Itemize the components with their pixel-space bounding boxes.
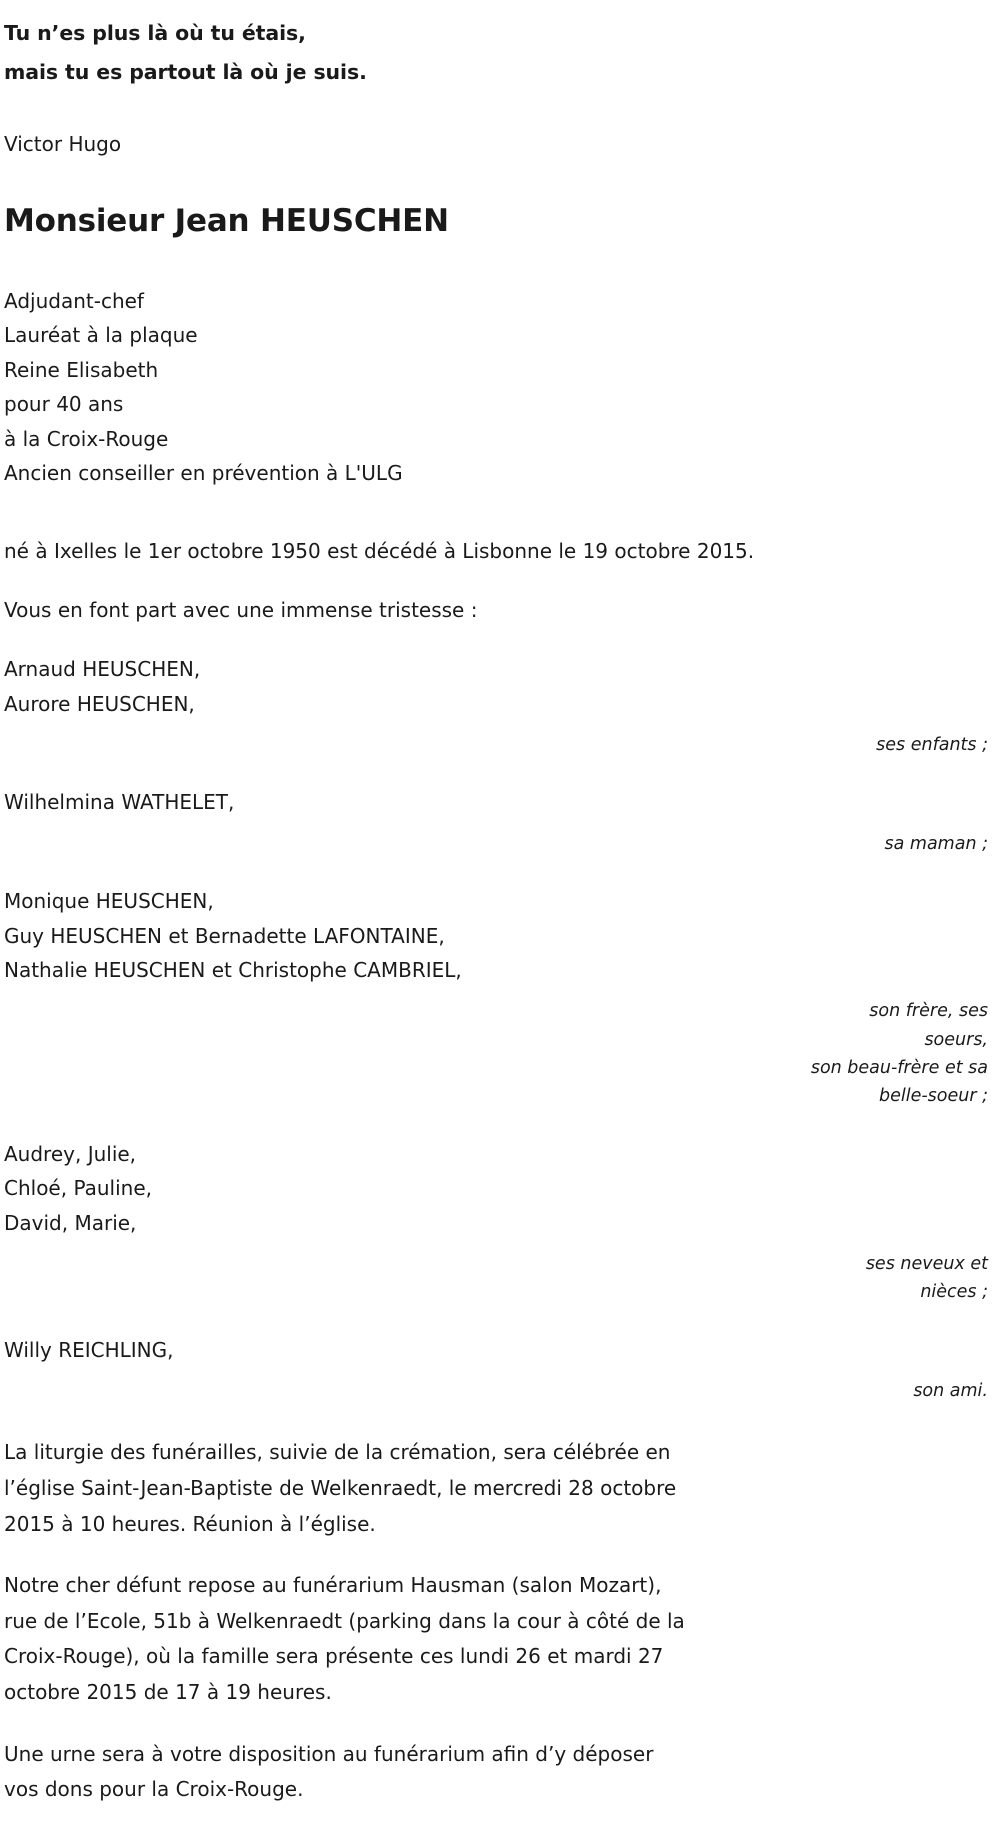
family-names (4, 652, 992, 721)
family-name-line: Audrey, Julie, (4, 1141, 137, 1166)
deceased-title-line: pour 40 ans (4, 392, 124, 417)
birth-death-line: né à Ixelles le 1er octobre 1950 est décédé à Lisbonne le 19 octobre 2015. (4, 539, 755, 564)
family-list (4, 652, 992, 1405)
relation-label-line: nièces ; (920, 1282, 988, 1303)
relation-label (658, 1377, 992, 1405)
memorial-quote-line: mais tu es partout là où je suis. (4, 60, 367, 85)
relation-label (658, 731, 992, 759)
family-names (4, 884, 992, 987)
family-name-line: Nathalie HEUSCHEN et Christophe CAMBRIEL, (4, 958, 462, 982)
family-name-line: Wilhelmina WATHELET, (4, 790, 235, 815)
relation-label-line: ses enfants ; (876, 735, 988, 756)
family-name-line: Aurore HEUSCHEN, (4, 691, 195, 716)
family-name-line: Chloé, Pauline, (4, 1176, 152, 1201)
announcement-line: Vous en font part avec une immense tristesse : (4, 598, 478, 623)
closing-paragraphs (4, 1435, 992, 1807)
deceased-title-line: Ancien conseiller en prévention à L'ULG (4, 460, 403, 485)
family-group (4, 1137, 992, 1307)
deceased-titles (4, 284, 992, 490)
relation-label-line: son beau-frère et sa (810, 1058, 988, 1079)
family-name-line: Guy HEUSCHEN et Bernadette LAFONTAINE, (4, 923, 445, 948)
funeral-service-paragraph: La liturgie des funérailles, suivie de la crémation, sera célébrée en l’église Saint-Jean-Baptiste de Welkenraedt, le mercredi 28 octobre 2015 à 10 heures. Réunion à l’église. (4, 1440, 677, 1536)
deceased-title-line: à la Croix-Rouge (4, 426, 169, 451)
relation-label (658, 1250, 992, 1307)
relation-label (658, 830, 992, 858)
family-group (4, 785, 992, 858)
family-name-line: Monique HEUSCHEN, (4, 889, 214, 914)
relation-label (658, 997, 992, 1110)
family-group (4, 884, 992, 1111)
deceased-title-line: Reine Elisabeth (4, 357, 159, 382)
deceased-title-line: Lauréat à la plaque (4, 323, 198, 348)
relation-label-line: ses neveux et (865, 1253, 988, 1274)
relation-label-line: son ami. (913, 1381, 988, 1402)
relation-label-line: soeurs, (924, 1029, 988, 1050)
quote-attribution: Victor Hugo (4, 131, 122, 156)
relation-label-line: sa maman ; (884, 833, 988, 854)
family-group (4, 1333, 992, 1406)
deceased-title-line: Adjudant-chef (4, 289, 144, 314)
deceased-name: Monsieur Jean HEUSCHEN (4, 202, 449, 239)
family-names (4, 1137, 992, 1240)
relation-label-line: belle-soeur ; (878, 1086, 988, 1107)
relation-label-line: son frère, ses (869, 1001, 988, 1022)
family-group (4, 652, 992, 759)
memorial-quote (4, 14, 992, 93)
family-names (4, 1333, 992, 1367)
family-name-line: Arnaud HEUSCHEN, (4, 657, 201, 682)
family-names (4, 785, 992, 819)
visitation-paragraph: Notre cher défunt repose au funérarium Hausman (salon Mozart), rue de l’Ecole, 51b à Welkenraedt (parking dans la cour à côté de la Croix-Rouge), où la famille sera présente ces lundi 26 et mardi 27 octobre 2015 de 17 à 19 heures. (4, 1573, 685, 1704)
memorial-quote-line: Tu n’es plus là où tu étais, (4, 21, 306, 45)
family-name-line: Willy REICHLING, (4, 1337, 174, 1362)
donation-paragraph: Une urne sera à votre disposition au funérarium afin d’y déposer vos dons pour la Croix-Rouge. (4, 1741, 654, 1802)
family-name-line: David, Marie, (4, 1210, 137, 1235)
